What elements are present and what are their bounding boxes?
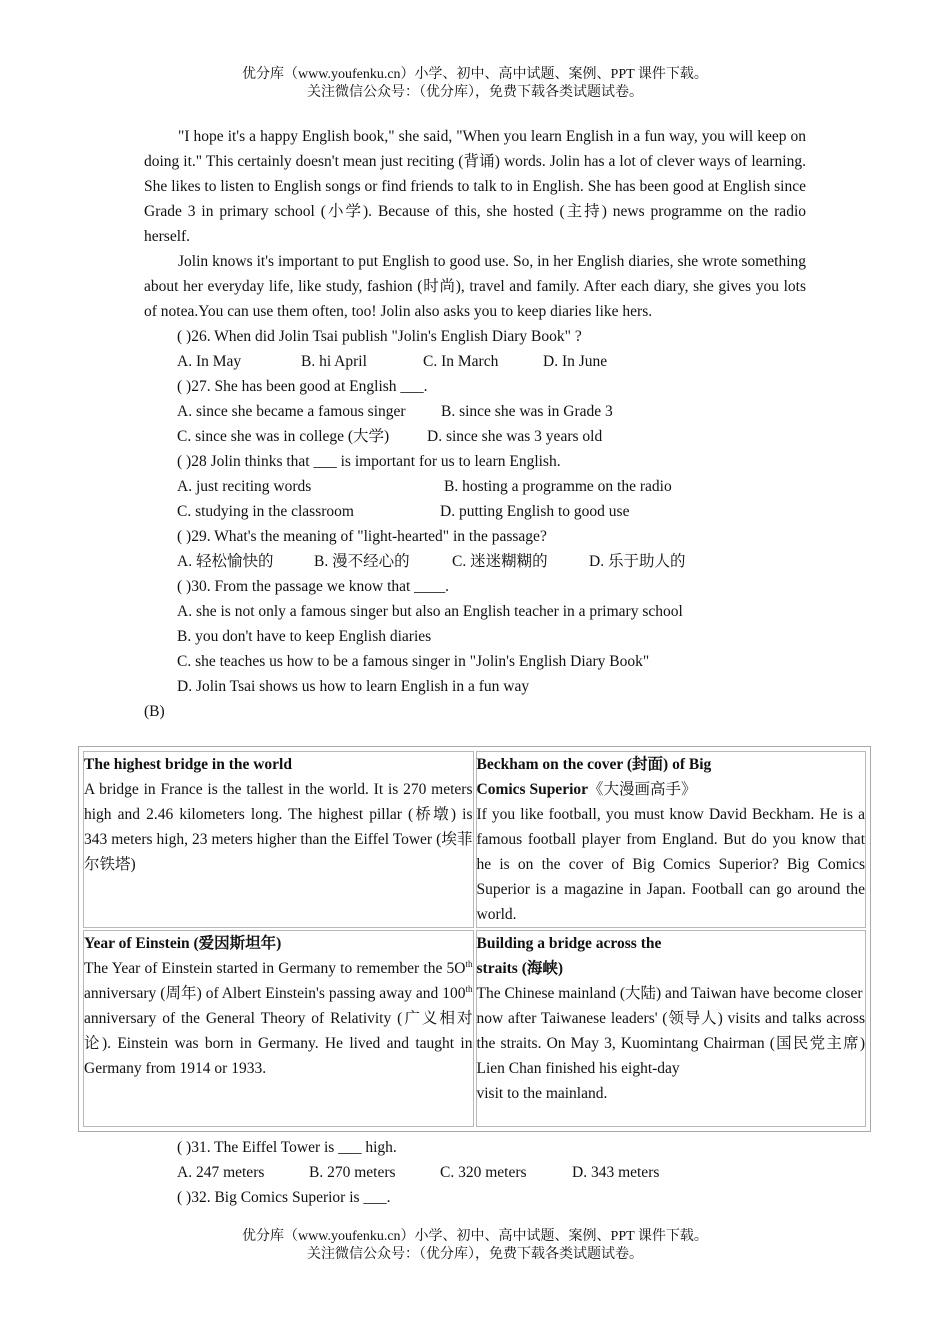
footer-line-2: 关注微信公众号：（优分库），免费下载各类试题试卷。 <box>307 1247 643 1262</box>
paragraph-2: Jolin knows it's important to put English to good use. So, in her English diaries, she wrote something about her everyday life, like study, fashion (时尚), travel and family. After each diary, she gives you lots of notea.You can use them often, too! Jolin also asks you to keep diaries like hers. <box>144 253 806 320</box>
passage-b-questions <box>144 1135 806 1210</box>
article-text: If you like football, you must know David Beckham. He is a famous football player from England. But do you know that he is on the cover of Big Comics Superior? Big Comics Superior is a magazine in Japan. Football can go around the world. <box>476 806 865 923</box>
option-d: D. since she was 3 years old <box>427 428 603 445</box>
question-30-option-b: B. you don't have to keep English diaries <box>177 628 432 645</box>
header-line-1: 优分库（www.youfenku.cn）小学、初中、高中试题、案例、PPT 课件下载。 <box>242 67 708 82</box>
question-31-options <box>144 1160 806 1185</box>
option-b: B. 270 meters <box>309 1164 396 1181</box>
question-31: ( )31. The Eiffel Tower is ___ high. <box>177 1139 397 1156</box>
text-part-1: The Year of Einstein started in Germany to remember the 5O <box>84 960 466 977</box>
question-30: ( )30. From the passage we know that ____. <box>177 578 450 595</box>
article-title-cn: 《大漫画高手》 <box>588 781 697 798</box>
option-c: C. 320 meters <box>440 1164 527 1181</box>
article-title-line-2 <box>477 777 866 802</box>
superscript-2: th <box>465 983 473 994</box>
question-32: ( )32. Big Comics Superior is ___. <box>177 1189 391 1206</box>
article-bridge-across-straits <box>476 930 867 1127</box>
article-text-line-2: now after Taiwanese leaders' (领导人) visits and talks across the straits. On May 3, Kuomintang Chairman (国民党主席) Lien Chan finished his eight-day <box>476 1010 865 1077</box>
header-line-2: 关注微信公众号：（优分库），免费下载各类试题试卷。 <box>307 85 643 100</box>
question-30-option-c: C. she teaches us how to be a famous singer in "Jolin's English Diary Book" <box>177 653 650 670</box>
question-30-option-a: A. she is not only a famous singer but also an English teacher in a primary school <box>177 603 683 620</box>
option-b: B. hi April <box>301 353 367 370</box>
option-a: A. In May <box>177 353 242 370</box>
option-b: B. since she was in Grade 3 <box>441 403 613 420</box>
article-title-line-1: Beckham on the cover (封面) of Big <box>476 756 712 773</box>
option-d: D. 乐于助人的 <box>589 553 686 570</box>
question-28-options-row-1 <box>144 474 806 499</box>
option-b: B. hosting a programme on the radio <box>444 478 672 495</box>
question-26-options <box>144 349 806 374</box>
question-26: ( )26. When did Jolin Tsai publish "Jolin's English Diary Book" ? <box>177 328 582 345</box>
article-title: The highest bridge in the world <box>84 756 292 773</box>
option-a: A. since she became a famous singer <box>177 403 406 420</box>
question-27-options-row-2 <box>144 424 806 449</box>
page-footer <box>0 1228 950 1264</box>
article-text-line-3: visit to the mainland. <box>476 1085 608 1102</box>
article-title-text: Comics Superior <box>476 781 589 798</box>
text-part-3: anniversary of the General Theory of Relativity (广义相对论). Einstein was born in Germany. He lived and taught in Germany from 1914 or 1933. <box>84 1010 473 1077</box>
option-c: C. 迷迷糊糊的 <box>452 553 548 570</box>
option-a: A. just reciting words <box>177 478 312 495</box>
option-c: C. studying in the classroom <box>177 503 354 520</box>
superscript-1: th <box>465 958 473 969</box>
article-text: A bridge in France is the tallest in the world. It is 270 meters high and 2.46 kilometers long. The highest pillar (桥墩) is 343 meters high, 23 meters higher than the Eiffel Tower (埃菲尔铁塔) <box>84 781 473 873</box>
article-title-line-2: straits (海峡) <box>476 960 564 977</box>
paragraph-1: "I hope it's a happy English book," she said, "When you learn English in a fun way, you will keep on doing it." This certainly doesn't mean just reciting (背诵) words. Jolin has a lot of clever ways of learning. She likes to listen to English songs or find friends to talk to in English. She has been good at English since Grade 3 in primary school (小学). Because of this, she hosted (主持) news programme on the radio herself. <box>144 128 806 245</box>
passage-a <box>144 124 806 724</box>
option-d: D. putting English to good use <box>440 503 630 520</box>
footer-line-1: 优分库（www.youfenku.cn）小学、初中、高中试题、案例、PPT 课件下载。 <box>242 1229 708 1244</box>
question-28-options-row-2 <box>144 499 806 524</box>
option-a: A. 轻松愉快的 <box>177 553 274 570</box>
article-title: Year of Einstein (爱因斯坦年) <box>84 935 282 952</box>
option-d: D. In June <box>543 353 608 370</box>
option-c: C. since she was in college (大学) <box>177 428 390 445</box>
question-29: ( )29. What's the meaning of "light-hearted" in the passage? <box>177 528 547 545</box>
option-c: C. In March <box>423 353 499 370</box>
article-beckham-cover <box>476 751 867 928</box>
option-b: B. 漫不经心的 <box>314 553 410 570</box>
question-30-option-d: D. Jolin Tsai shows us how to learn English in a fun way <box>177 678 530 695</box>
article-highest-bridge <box>83 751 474 928</box>
question-29-options <box>144 549 806 574</box>
article-text-line-1: The Chinese mainland (大陆) and Taiwan have become closer <box>476 985 863 1002</box>
question-27: ( )27. She has been good at English ___. <box>177 378 428 395</box>
article-year-of-einstein <box>83 930 474 1127</box>
section-b-label: (B) <box>144 703 165 720</box>
page-header <box>0 66 950 102</box>
articles-table <box>78 746 871 1132</box>
article-title-line-1: Building a bridge across the <box>476 935 662 952</box>
text-part-2: anniversary (周年) of Albert Einstein's passing away and 100 <box>84 985 466 1002</box>
question-28: ( )28 Jolin thinks that ___ is important for us to learn English. <box>177 453 561 470</box>
option-a: A. 247 meters <box>177 1164 265 1181</box>
question-27-options-row-1 <box>144 399 806 424</box>
option-d: D. 343 meters <box>572 1164 660 1181</box>
article-text <box>84 956 473 1081</box>
